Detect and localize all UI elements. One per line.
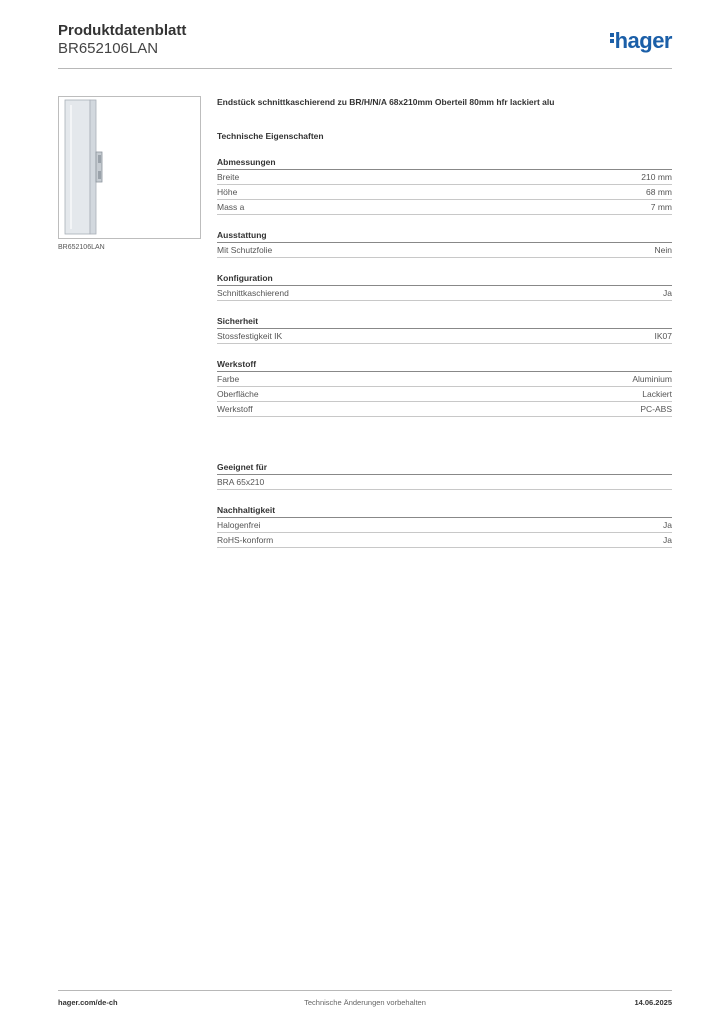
page-header	[58, 22, 672, 70]
row-value: 68 mm	[646, 187, 672, 197]
section-title: Nachhaltigkeit	[217, 504, 672, 518]
table-row	[217, 170, 672, 185]
row-label: BRA 65x210	[217, 477, 265, 487]
row-label: Stossfestigkeit IK	[217, 331, 283, 341]
row-label: Farbe	[217, 374, 240, 384]
row-value: Nein	[654, 245, 672, 255]
row-value: PC-ABS	[640, 404, 672, 414]
product-number: BR652106LAN	[58, 40, 159, 57]
row-label: RoHS-konform	[217, 535, 274, 545]
row-label: Schnittkaschierend	[217, 288, 289, 298]
table-row	[217, 475, 672, 490]
row-value: Aluminium	[632, 374, 672, 384]
logo-text: hager	[614, 28, 672, 53]
spacer	[217, 417, 672, 447]
product-details	[217, 96, 672, 548]
row-value: Ja	[663, 535, 672, 545]
tech-heading: Technische Eigenschaften	[217, 131, 324, 141]
section-title: Ausstattung	[217, 229, 672, 243]
section-konfiguration	[217, 272, 672, 301]
row-label: Halogenfrei	[217, 520, 261, 530]
row-value: Ja	[663, 520, 672, 530]
footer-notice: Technische Änderungen vorbehalten	[304, 998, 426, 1007]
section-title: Geeignet für	[217, 461, 672, 475]
table-row	[217, 372, 672, 387]
footer-divider	[58, 990, 672, 991]
row-label: Werkstoff	[217, 404, 253, 414]
section-nachhaltigkeit	[217, 504, 672, 548]
section-werkstoff	[217, 358, 672, 417]
row-label: Mass a	[217, 202, 245, 212]
row-label: Mit Schutzfolie	[217, 245, 273, 255]
row-label: Oberfläche	[217, 389, 259, 399]
table-row	[217, 200, 672, 215]
section-title: Abmessungen	[217, 156, 672, 170]
row-value: Lackiert	[642, 389, 672, 399]
row-label: Höhe	[217, 187, 238, 197]
row-value: IK07	[654, 331, 672, 341]
table-row	[217, 518, 672, 533]
footer-website-link[interactable]: hager.com/de-ch	[58, 998, 118, 1007]
table-row	[217, 387, 672, 402]
section-title: Konfiguration	[217, 272, 672, 286]
hager-logo	[610, 28, 672, 54]
table-row	[217, 185, 672, 200]
logo-dots-icon	[610, 33, 614, 45]
page-title: Produktdatenblatt	[58, 22, 187, 39]
footer-date: 14.06.2025	[634, 998, 672, 1007]
product-illustration-icon	[59, 97, 200, 238]
section-sicherheit	[217, 315, 672, 344]
section-geeignet-fuer	[217, 461, 672, 490]
row-value: 210 mm	[641, 172, 672, 182]
section-abmessungen	[217, 156, 672, 215]
row-value: Ja	[663, 288, 672, 298]
product-image	[58, 96, 201, 239]
product-description: Endstück schnittkaschierend zu BR/H/N/A 68x210mm Oberteil 80mm hfr lackiert alu	[217, 97, 555, 107]
section-title: Sicherheit	[217, 315, 672, 329]
table-row	[217, 533, 672, 548]
row-label: Breite	[217, 172, 240, 182]
image-caption: BR652106LAN	[58, 244, 105, 251]
table-row	[217, 243, 672, 258]
table-row	[217, 329, 672, 344]
section-title: Werkstoff	[217, 358, 672, 372]
table-row	[217, 402, 672, 417]
header-divider	[58, 68, 672, 69]
table-row	[217, 286, 672, 301]
section-ausstattung	[217, 229, 672, 258]
row-value: 7 mm	[650, 202, 672, 212]
page-footer	[58, 998, 672, 1008]
